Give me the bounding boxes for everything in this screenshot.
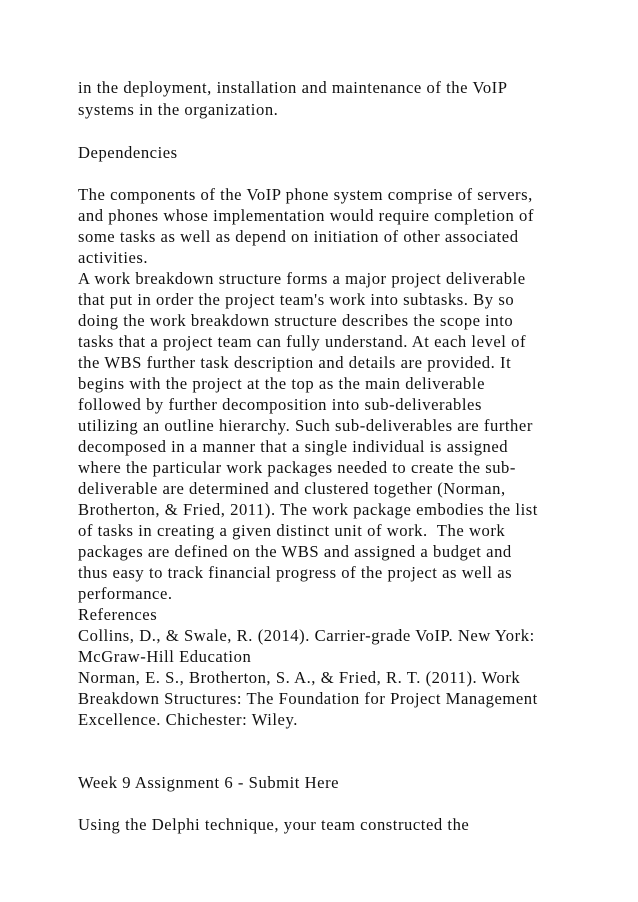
body-text-line: Brotherton, & Fried, 2011). The work package embodies the list <box>78 500 538 519</box>
body-text-line: deliverable are determined and clustered together (Norman, <box>78 479 506 498</box>
body-text-line: systems in the organization. <box>78 100 279 119</box>
reference-line: Breakdown Structures: The Foundation for Project Management <box>78 689 538 708</box>
body-text-line: A work breakdown structure forms a major project deliverable <box>78 269 526 288</box>
body-text-line: The components of the VoIP phone system comprise of servers, <box>78 185 533 204</box>
reference-line: Norman, E. S., Brotherton, S. A., & Fried, R. T. (2011). Work <box>78 668 521 687</box>
body-text-line: utilizing an outline hierarchy. Such sub-deliverables are further <box>78 416 533 435</box>
body-text-line: and phones whose implementation would require completion of <box>78 206 534 225</box>
reference-line: McGraw-Hill Education <box>78 647 252 666</box>
body-text-line: activities. <box>78 248 149 267</box>
section-heading-dependencies: Dependencies <box>78 143 178 162</box>
reference-line: Excellence. Chichester: Wiley. <box>78 710 298 729</box>
body-text-line: the WBS further task description and details are provided. It <box>78 353 512 372</box>
body-text-line: decomposed in a manner that a single individual is assigned <box>78 437 509 456</box>
section-heading-references: References <box>78 605 158 624</box>
body-text-line: doing the work breakdown structure describes the scope into <box>78 311 514 330</box>
body-text-line: thus easy to track financial progress of the project as well as <box>78 563 513 582</box>
body-text-line: some tasks as well as depend on initiation of other associated <box>78 227 519 246</box>
body-text-line: of tasks in creating a given distinct unit of work. The work <box>78 521 506 540</box>
body-text-line: in the deployment, installation and maintenance of the VoIP <box>78 78 508 97</box>
body-text-line: followed by further decomposition into sub-deliverables <box>78 395 482 414</box>
body-text-line: packages are defined on the WBS and assigned a budget and <box>78 542 512 561</box>
reference-line: Collins, D., & Swale, R. (2014). Carrier-grade VoIP. New York: <box>78 626 535 645</box>
body-text-line: tasks that a project team can fully understand. At each level of <box>78 332 527 351</box>
body-text-line: where the particular work packages needed to create the sub- <box>78 458 516 477</box>
body-text-line: begins with the project at the top as the main deliverable <box>78 374 485 393</box>
body-text-line: Using the Delphi technique, your team constructed the <box>78 815 470 834</box>
body-text-line: that put in order the project team's work into subtasks. By so <box>78 290 515 309</box>
assignment-heading: Week 9 Assignment 6 - Submit Here <box>78 773 340 792</box>
body-text-line: performance. <box>78 584 173 603</box>
